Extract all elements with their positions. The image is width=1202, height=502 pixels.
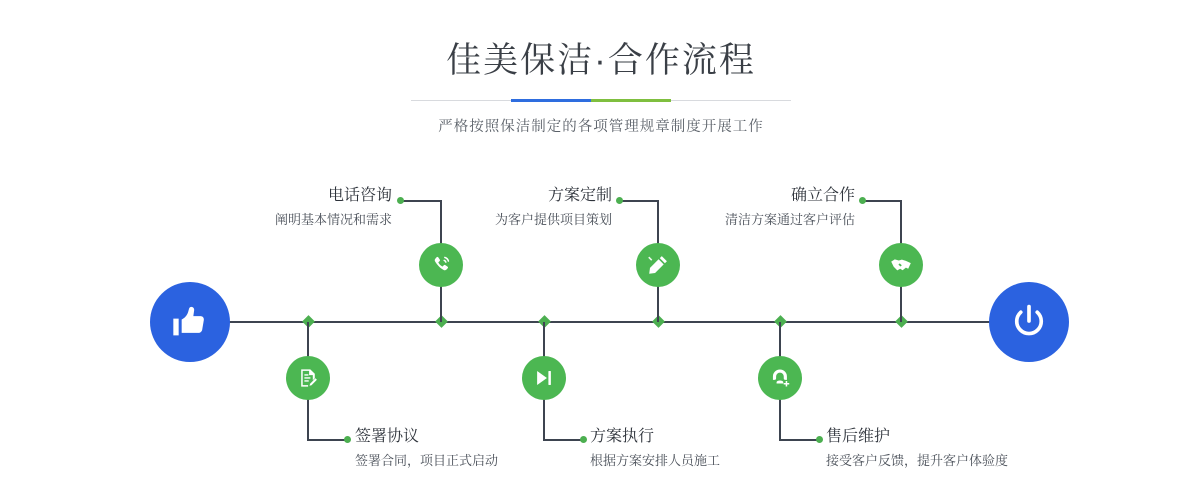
step4-connector-horizontal: [543, 439, 583, 441]
thumbs-up-icon: [170, 302, 210, 342]
step2-endpoint-dot: [344, 436, 351, 443]
step3-label: [400, 186, 612, 229]
page-title: 佳美保洁·合作流程: [446, 41, 756, 80]
step2-icon-badge: [286, 356, 330, 400]
step5-label: [640, 186, 855, 229]
step4-icon-badge: [522, 356, 566, 400]
step6-icon-badge: [758, 356, 802, 400]
step5-desc: 清洁方案通过客户评估: [724, 212, 855, 227]
step3-title: 方案定制: [547, 187, 612, 204]
step4-title: 方案执行: [590, 428, 655, 445]
step4-desc: 根据方案安排人员施工: [590, 453, 721, 468]
step3-endpoint-dot: [616, 197, 623, 204]
step2-desc: 签署合同，项目正式启动: [355, 453, 499, 468]
step6-endpoint-dot: [816, 436, 823, 443]
pen-ruler-icon: [646, 253, 670, 277]
step1-desc: 阐明基本情况和需求: [274, 212, 392, 227]
step6-label: [826, 427, 1126, 470]
contract-edit-icon: [296, 366, 320, 390]
step1-label: [180, 186, 392, 229]
step2-label: [355, 427, 615, 470]
step5-title: 确立合作: [790, 187, 855, 204]
divider-green-segment: [591, 99, 671, 102]
step1-icon-badge: [419, 243, 463, 287]
step2-connector-horizontal: [307, 439, 349, 441]
timeline-end-badge: [989, 282, 1069, 362]
power-icon: [1008, 301, 1050, 343]
headset-support-icon: [769, 367, 792, 390]
timeline-start-badge: [150, 282, 230, 362]
header: [0, 0, 1202, 136]
step6-title: 售后维护: [826, 428, 891, 445]
handshake-icon: [889, 253, 913, 277]
step5-icon-badge: [879, 243, 923, 287]
page-subtitle: 严格按照保洁制定的各项管理规章制度开展工作: [438, 119, 764, 135]
step3-icon-badge: [636, 243, 680, 287]
title-divider: [411, 99, 791, 102]
divider-blue-segment: [511, 99, 591, 102]
phone-ring-icon: [429, 253, 453, 277]
step5-connector-horizontal: [862, 200, 902, 202]
step1-title: 电话咨询: [327, 187, 392, 204]
step2-title: 签署协议: [355, 428, 420, 445]
step4-endpoint-dot: [580, 436, 587, 443]
step3-desc: 为客户提供项目策划: [494, 212, 612, 227]
step5-endpoint-dot: [859, 197, 866, 204]
play-forward-icon: [533, 367, 555, 389]
step6-connector-horizontal: [779, 439, 819, 441]
step6-desc: 接受客户反馈，提升客户体验度: [826, 453, 1009, 468]
